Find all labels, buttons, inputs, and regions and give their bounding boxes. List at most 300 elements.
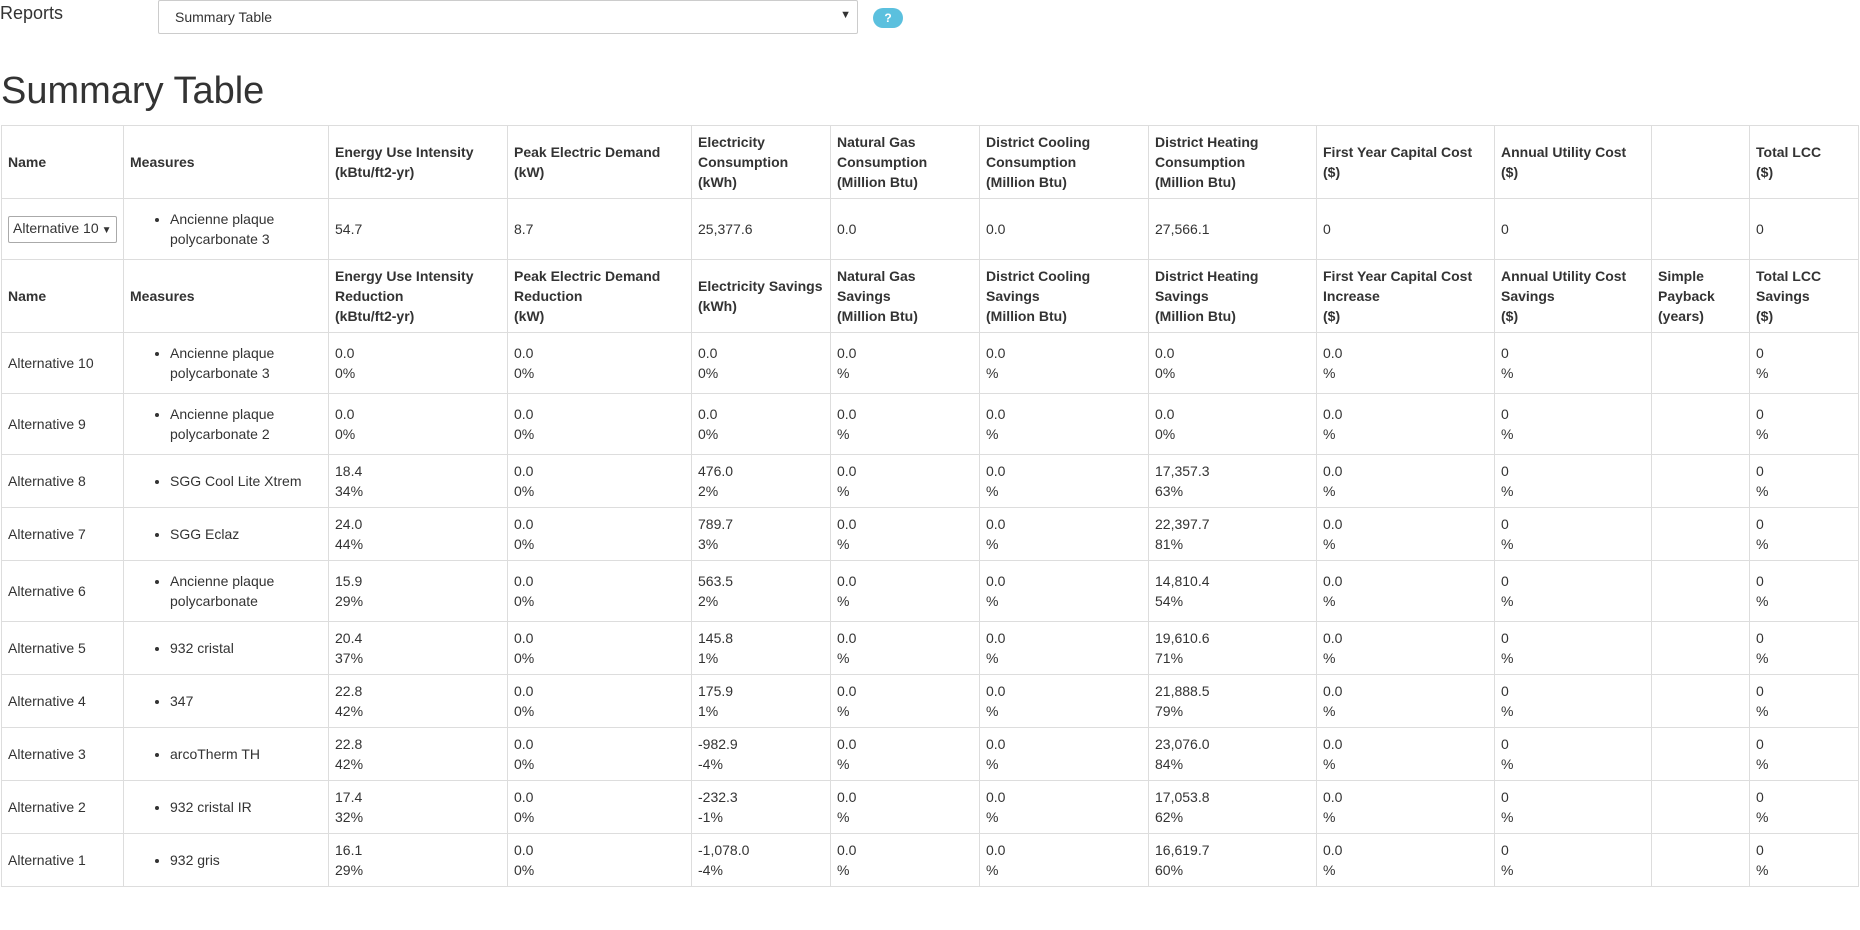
alternative-name: Alternative 3 — [2, 728, 124, 781]
cell-utility — [1495, 508, 1652, 561]
cell-elec-line: -982.9 — [698, 736, 738, 752]
cell-capital — [1317, 455, 1495, 508]
cell-dcool — [980, 834, 1149, 887]
report-type-select[interactable] — [158, 0, 858, 34]
cell-capital-line: 0.0 — [1323, 683, 1343, 699]
cell-gas-line: % — [837, 703, 850, 719]
header-dcool — [980, 260, 1149, 333]
measure-item: • arcoTherm TH — [170, 744, 322, 764]
header-capital — [1317, 126, 1495, 199]
cell-lcc-line: 0 — [1756, 630, 1764, 646]
cell-lcc-line: % — [1756, 483, 1769, 499]
cell-gas-line: 0.0 — [837, 683, 857, 699]
measure-item: • 932 cristal — [170, 638, 322, 658]
header-elec — [692, 260, 831, 333]
cell-dheat-line: 23,076.0 — [1155, 736, 1210, 752]
cell-capital — [1317, 675, 1495, 728]
cell-elec-line: 145.8 — [698, 630, 734, 646]
cell-eui — [329, 394, 508, 455]
cell-utility-line: % — [1501, 809, 1514, 825]
header-payback-line: Payback — [1658, 288, 1715, 304]
cell-dcool-line: 0.0 — [986, 789, 1006, 805]
alternative-name: Alternative 7 — [2, 508, 124, 561]
cell-peak — [508, 622, 692, 675]
cell-eui-line: 22.8 — [335, 683, 363, 699]
cell-gas — [831, 781, 980, 834]
header-peak-line: (kW) — [514, 164, 545, 180]
cell-gas-line: % — [837, 809, 850, 825]
cell-capital-line: 0.0 — [1323, 630, 1343, 646]
header-gas-line: Natural Gas — [837, 134, 916, 150]
cell-eui — [329, 561, 508, 622]
cell-dcool-line: % — [986, 483, 999, 499]
measure-item: • 932 gris — [170, 850, 322, 870]
header-dheat-line: (Million Btu) — [1155, 174, 1236, 190]
alternative-name: Alternative 9 — [2, 394, 124, 455]
header-dcool — [980, 126, 1149, 199]
cell-elec-line: 1% — [698, 703, 719, 719]
cell-peak — [508, 561, 692, 622]
measures-cell — [124, 455, 329, 508]
header-elec-line: (kWh) — [698, 298, 737, 314]
measures-cell — [124, 333, 329, 394]
measures-list — [130, 638, 322, 658]
cell-gas-line: % — [837, 365, 850, 381]
header-peak — [508, 126, 692, 199]
cell-payback — [1652, 834, 1750, 887]
measures-cell — [124, 781, 329, 834]
cell-dheat-line: 21,888.5 — [1155, 683, 1210, 699]
cell-lcc — [1750, 622, 1859, 675]
baseline-alternative-select[interactable] — [8, 216, 117, 243]
cell-peak — [508, 728, 692, 781]
header-dheat-line: District Heating — [1155, 134, 1259, 150]
baseline-payback — [1652, 199, 1750, 260]
cell-lcc — [1750, 394, 1859, 455]
cell-utility-line: % — [1501, 703, 1514, 719]
cell-capital-line: % — [1323, 809, 1336, 825]
cell-elec-line: 0% — [698, 365, 719, 381]
cell-peak — [508, 333, 692, 394]
cell-dcool-line: 0.0 — [986, 345, 1006, 361]
cell-lcc — [1750, 455, 1859, 508]
cell-capital-line: 0.0 — [1323, 789, 1343, 805]
cell-utility-line: % — [1501, 650, 1514, 666]
cell-eui-line: 15.9 — [335, 573, 363, 589]
cell-capital-line: % — [1323, 703, 1336, 719]
cell-peak-line: 0.0 — [514, 842, 534, 858]
cell-elec-line: -4% — [698, 862, 723, 878]
cell-elec-line: 2% — [698, 483, 719, 499]
header-lcc — [1750, 126, 1859, 199]
header-dcool-line: District Cooling — [986, 134, 1091, 150]
cell-lcc-line: % — [1756, 703, 1769, 719]
cell-eui-line: 24.0 — [335, 516, 363, 532]
cell-utility — [1495, 394, 1652, 455]
cell-eui-line: 42% — [335, 756, 364, 772]
measure-item: • SGG Eclaz — [170, 524, 322, 544]
cell-eui-line: 0% — [335, 426, 356, 442]
header-dcool-line: Consumption — [986, 154, 1077, 170]
header-gas-line: (Million Btu) — [837, 174, 918, 190]
baseline-lcc: 0 — [1750, 199, 1859, 260]
cell-peak-line: 0% — [514, 483, 535, 499]
cell-eui-line: 34% — [335, 483, 364, 499]
cell-peak — [508, 394, 692, 455]
header-peak-line: Peak Electric Demand — [514, 144, 661, 160]
header-elec — [692, 126, 831, 199]
cell-dcool-line: 0.0 — [986, 406, 1006, 422]
header-eui-line: Energy Use Intensity — [335, 144, 474, 160]
header-gas-line: Consumption — [837, 154, 928, 170]
cell-eui-line: 16.1 — [335, 842, 363, 858]
cell-lcc-line: % — [1756, 756, 1769, 772]
cell-gas — [831, 333, 980, 394]
alternative-name: Alternative 4 — [2, 675, 124, 728]
cell-dcool — [980, 781, 1149, 834]
table-row — [2, 781, 1859, 834]
cell-utility-line: % — [1501, 426, 1514, 442]
table-row — [2, 561, 1859, 622]
cell-elec — [692, 834, 831, 887]
cell-capital — [1317, 333, 1495, 394]
cell-capital-line: 0.0 — [1323, 842, 1343, 858]
cell-utility-line: % — [1501, 862, 1514, 878]
cell-gas — [831, 675, 980, 728]
header-dheat — [1149, 260, 1317, 333]
cell-payback — [1652, 508, 1750, 561]
cell-peak-line: 0% — [514, 862, 535, 878]
header-utility-line: ($) — [1501, 308, 1519, 324]
table-row — [2, 455, 1859, 508]
measure-item: • Ancienne plaque polycarbonate — [170, 571, 322, 611]
cell-payback — [1652, 675, 1750, 728]
measures-cell — [124, 199, 329, 260]
cell-utility — [1495, 728, 1652, 781]
cell-elec-line: 789.7 — [698, 516, 734, 532]
cell-eui — [329, 455, 508, 508]
cell-capital-line: % — [1323, 862, 1336, 878]
cell-gas-line: 0.0 — [837, 345, 857, 361]
cell-peak-line: 0.0 — [514, 345, 534, 361]
cell-elec — [692, 622, 831, 675]
baseline-elec: 25,377.6 — [692, 199, 831, 260]
alternative-name: Alternative 10 — [2, 333, 124, 394]
cell-eui-line: 44% — [335, 536, 364, 552]
cell-lcc — [1750, 834, 1859, 887]
measure-item: • 932 cristal IR — [170, 797, 322, 817]
cell-gas-line: 0.0 — [837, 406, 857, 422]
cell-dheat — [1149, 333, 1317, 394]
cell-payback — [1652, 561, 1750, 622]
cell-lcc — [1750, 781, 1859, 834]
cell-gas-line: % — [837, 536, 850, 552]
cell-utility-line: 0 — [1501, 683, 1509, 699]
cell-gas-line: % — [837, 593, 850, 609]
header-utility-line: Savings — [1501, 288, 1555, 304]
cell-peak-line: 0.0 — [514, 789, 534, 805]
measures-cell — [124, 561, 329, 622]
header-eui — [329, 126, 508, 199]
cell-elec-line: -4% — [698, 756, 723, 772]
cell-lcc-line: % — [1756, 862, 1769, 878]
header-lcc-line: Total LCC — [1756, 268, 1822, 284]
header-eui — [329, 260, 508, 333]
cell-elec — [692, 561, 831, 622]
header-eui-line: Reduction — [335, 288, 404, 304]
cell-peak-line: 0% — [514, 593, 535, 609]
cell-capital-line: 0.0 — [1323, 573, 1343, 589]
cell-lcc-line: 0 — [1756, 736, 1764, 752]
cell-peak — [508, 675, 692, 728]
cell-utility-line: 0 — [1501, 345, 1509, 361]
cell-dcool-line: 0.0 — [986, 683, 1006, 699]
cell-capital — [1317, 728, 1495, 781]
header-dcool-line: (Million Btu) — [986, 174, 1067, 190]
cell-dheat-line: 19,610.6 — [1155, 630, 1210, 646]
cell-peak-line: 0.0 — [514, 683, 534, 699]
cell-dheat — [1149, 834, 1317, 887]
cell-dcool — [980, 561, 1149, 622]
measures-list — [130, 524, 322, 544]
cell-dcool-line: 0.0 — [986, 573, 1006, 589]
cell-eui — [329, 333, 508, 394]
cell-capital — [1317, 781, 1495, 834]
report-type-selected: Summary Table — [175, 9, 273, 25]
cell-payback — [1652, 394, 1750, 455]
cell-eui-line: 17.4 — [335, 789, 363, 805]
cell-dheat — [1149, 394, 1317, 455]
cell-capital — [1317, 508, 1495, 561]
cell-eui-line: 37% — [335, 650, 364, 666]
cell-eui-line: 42% — [335, 703, 364, 719]
cell-capital-line: % — [1323, 650, 1336, 666]
measures-cell — [124, 834, 329, 887]
baseline-alternative-value: Alternative 10 — [13, 219, 99, 236]
cell-eui — [329, 728, 508, 781]
cell-dheat — [1149, 781, 1317, 834]
cell-dcool — [980, 675, 1149, 728]
cell-dheat-line: 0% — [1155, 426, 1176, 442]
cell-gas-line: % — [837, 483, 850, 499]
cell-elec-line: 563.5 — [698, 573, 734, 589]
summary-table — [1, 125, 1859, 887]
header-dcool-line: (Million Btu) — [986, 308, 1067, 324]
measure-item: • 347 — [170, 691, 322, 711]
measure-item: • SGG Cool Lite Xtrem — [170, 471, 322, 491]
cell-capital-line: % — [1323, 593, 1336, 609]
cell-dheat — [1149, 508, 1317, 561]
header-payback-line: Simple — [1658, 268, 1704, 284]
cell-peak-line: 0% — [514, 809, 535, 825]
cell-lcc-line: 0 — [1756, 516, 1764, 532]
cell-dheat — [1149, 455, 1317, 508]
header-lcc-line: ($) — [1756, 308, 1774, 324]
header-capital-line: Increase — [1323, 288, 1380, 304]
cell-dcool — [980, 333, 1149, 394]
cell-elec — [692, 781, 831, 834]
measures-cell — [124, 394, 329, 455]
cell-eui — [329, 781, 508, 834]
cell-gas-line: 0.0 — [837, 573, 857, 589]
cell-lcc-line: 0 — [1756, 683, 1764, 699]
cell-gas-line: % — [837, 426, 850, 442]
baseline-peak: 8.7 — [508, 199, 692, 260]
cell-eui-line: 20.4 — [335, 630, 363, 646]
header-row — [2, 126, 1859, 199]
cell-dcool-line: % — [986, 650, 999, 666]
header-elec-line: (kWh) — [698, 174, 737, 190]
header-lcc-line: Total LCC — [1756, 144, 1822, 160]
cell-elec — [692, 455, 831, 508]
cell-utility-line: 0 — [1501, 736, 1509, 752]
cell-dcool — [980, 728, 1149, 781]
cell-capital — [1317, 561, 1495, 622]
header-elec-line: Electricity Savings — [698, 278, 823, 294]
cell-gas-line: 0.0 — [837, 516, 857, 532]
cell-elec-line: 0.0 — [698, 406, 718, 422]
table-row — [2, 333, 1859, 394]
cell-gas — [831, 394, 980, 455]
cell-utility — [1495, 561, 1652, 622]
cell-gas-line: 0.0 — [837, 630, 857, 646]
cell-dcool-line: % — [986, 809, 999, 825]
cell-elec-line: -1% — [698, 809, 723, 825]
cell-lcc-line: 0 — [1756, 406, 1764, 422]
cell-eui-line: 0.0 — [335, 406, 355, 422]
cell-lcc-line: % — [1756, 536, 1769, 552]
cell-utility-line: % — [1501, 756, 1514, 772]
cell-utility-line: 0 — [1501, 516, 1509, 532]
cell-capital-line: % — [1323, 426, 1336, 442]
header-dheat-line: District Heating — [1155, 268, 1259, 284]
measures-list — [130, 744, 322, 764]
cell-utility-line: % — [1501, 483, 1514, 499]
cell-gas-line: % — [837, 756, 850, 772]
cell-elec-line: 2% — [698, 593, 719, 609]
cell-dcool-line: 0.0 — [986, 516, 1006, 532]
table-row — [2, 622, 1859, 675]
cell-dcool — [980, 394, 1149, 455]
cell-utility — [1495, 333, 1652, 394]
header-elec-line: Consumption — [698, 154, 789, 170]
chevron-down-icon: ▼ — [101, 224, 112, 236]
cell-gas — [831, 834, 980, 887]
cell-peak-line: 0.0 — [514, 573, 534, 589]
cell-utility-line: % — [1501, 365, 1514, 381]
cell-dcool-line: 0.0 — [986, 736, 1006, 752]
cell-dheat — [1149, 561, 1317, 622]
header-dcool-line: Savings — [986, 288, 1040, 304]
table-row — [2, 508, 1859, 561]
header-capital-line: First Year Capital Cost — [1323, 268, 1473, 284]
measures-list — [130, 691, 322, 711]
header-payback-line: (years) — [1658, 308, 1704, 324]
header-dheat-line: (Million Btu) — [1155, 308, 1236, 324]
cell-elec — [692, 728, 831, 781]
help-button[interactable]: ? — [873, 8, 903, 28]
cell-lcc-line: % — [1756, 593, 1769, 609]
cell-capital-line: % — [1323, 483, 1336, 499]
cell-gas-line: 0.0 — [837, 789, 857, 805]
page-title: Summary Table — [1, 70, 265, 112]
cell-dheat-line: 22,397.7 — [1155, 516, 1210, 532]
cell-dheat-line: 60% — [1155, 862, 1184, 878]
measures-list — [130, 343, 322, 383]
cell-elec — [692, 333, 831, 394]
header-row — [2, 260, 1859, 333]
cell-lcc — [1750, 728, 1859, 781]
header-eui-line: Energy Use Intensity — [335, 268, 474, 284]
cell-elec-line: 1% — [698, 650, 719, 666]
cell-eui-line: 22.8 — [335, 736, 363, 752]
baseline-eui: 54.7 — [329, 199, 508, 260]
header-utility-line: Annual Utility Cost — [1501, 268, 1627, 284]
header-dheat-line: Consumption — [1155, 154, 1246, 170]
cell-eui-line: 29% — [335, 593, 364, 609]
baseline-utility: 0 — [1495, 199, 1652, 260]
header-capital-line: ($) — [1323, 308, 1341, 324]
cell-peak-line: 0.0 — [514, 463, 534, 479]
alternative-name: Alternative 8 — [2, 455, 124, 508]
cell-eui-line: 32% — [335, 809, 364, 825]
measures-cell — [124, 622, 329, 675]
header-capital — [1317, 260, 1495, 333]
cell-peak-line: 0.0 — [514, 630, 534, 646]
cell-utility-line: 0 — [1501, 463, 1509, 479]
cell-utility — [1495, 675, 1652, 728]
alternative-name: Alternative 2 — [2, 781, 124, 834]
alternative-name: Alternative 1 — [2, 834, 124, 887]
header-lcc — [1750, 260, 1859, 333]
header-peak — [508, 260, 692, 333]
cell-peak — [508, 455, 692, 508]
cell-utility-line: 0 — [1501, 406, 1509, 422]
cell-lcc-line: % — [1756, 365, 1769, 381]
cell-gas-line: % — [837, 650, 850, 666]
cell-peak-line: 0% — [514, 365, 535, 381]
header-utility — [1495, 126, 1652, 199]
cell-dcool-line: % — [986, 536, 999, 552]
cell-utility — [1495, 455, 1652, 508]
cell-lcc-line: 0 — [1756, 463, 1764, 479]
measures-cell — [124, 508, 329, 561]
cell-peak-line: 0% — [514, 756, 535, 772]
header-capital-line: ($) — [1323, 164, 1341, 180]
cell-elec-line: 175.9 — [698, 683, 734, 699]
cell-dheat-line: 0.0 — [1155, 345, 1175, 361]
header-elec-line: Electricity — [698, 134, 765, 150]
baseline-name-cell — [2, 199, 124, 260]
cell-lcc-line: % — [1756, 650, 1769, 666]
cell-utility-line: 0 — [1501, 630, 1509, 646]
header-lcc-line: ($) — [1756, 164, 1774, 180]
chevron-down-icon: ▼ — [840, 9, 851, 21]
measure-item: • Ancienne plaque polycarbonate 3 — [170, 343, 322, 383]
cell-utility-line: % — [1501, 593, 1514, 609]
cell-peak-line: 0.0 — [514, 406, 534, 422]
header-eui-line: (kBtu/ft2-yr) — [335, 164, 415, 180]
header-lcc-line: Savings — [1756, 288, 1810, 304]
header-utility-line: Annual Utility Cost — [1501, 144, 1627, 160]
cell-dcool-line: % — [986, 426, 999, 442]
cell-peak — [508, 781, 692, 834]
cell-gas — [831, 508, 980, 561]
header-dcool-line: District Cooling — [986, 268, 1091, 284]
cell-dheat-line: 17,053.8 — [1155, 789, 1210, 805]
cell-peak-line: 0% — [514, 426, 535, 442]
header-gas-line: Savings — [837, 288, 891, 304]
